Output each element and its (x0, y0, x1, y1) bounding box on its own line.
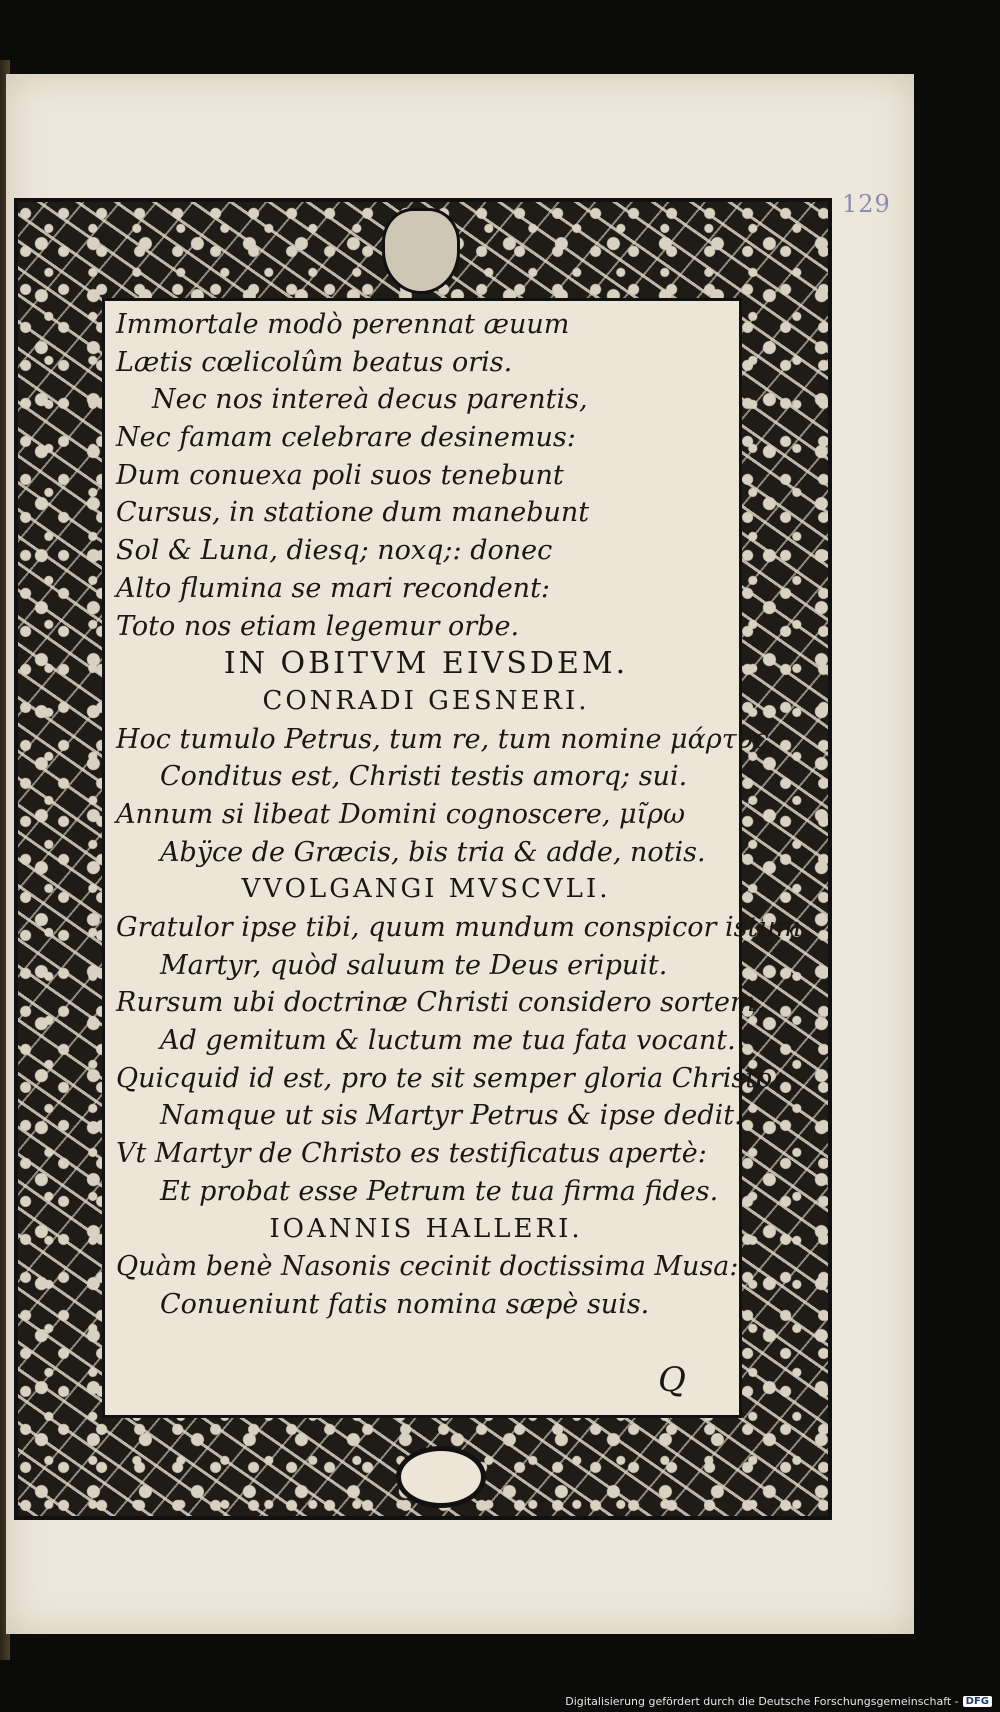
book-page (6, 74, 914, 1634)
verse-line: Conditus est, Christi testis amorq; sui. (160, 761, 688, 793)
oval-medallion-icon (396, 1446, 486, 1508)
verse-line: Gratulor ipse tibi, quum mundum conspicor istum (116, 912, 802, 943)
verse-line: Ad gemitum & luctum me tua fata vocant. (160, 1025, 736, 1057)
verse-line: Hoc tumulo Petrus, tum re, tum nomine μάρτυς, (116, 723, 777, 755)
verse-line: Alto flumina se mari recondent: (116, 572, 551, 604)
verse-line: Nec famam celebrare desinemus: (116, 422, 576, 454)
digitization-footer (565, 1695, 992, 1708)
verse-line: Annum si libeat Domini cognoscere, μῖρω (116, 798, 686, 830)
verse-line: Namque ut sis Martyr Petrus & ipse dedit. (160, 1100, 743, 1132)
verse-line: Rursum ubi doctrinæ Christi considero sortem, (116, 987, 765, 1019)
verse-line: Cursus, in statione dum manebunt (116, 497, 590, 529)
section-heading: CONRADI GESNERI. (262, 685, 590, 716)
verse-line: Immortale modò perennat æuum (116, 309, 570, 340)
verse-line: Nec nos intereà decus parentis, (152, 384, 588, 416)
verse-line: Conueniunt fatis nomina sæpè suis. (160, 1288, 650, 1320)
folio-number: 129 (842, 190, 891, 218)
footer-credit: Digitalisierung gefördert durch die Deutsche Forschungsgemeinschaft - (565, 1695, 959, 1708)
verse-line: Vt Martyr de Christo es testificatus apertè: (116, 1138, 707, 1170)
section-heading: IOANNIS HALLERI. (269, 1213, 583, 1244)
verse-line: Abÿce de Græcis, bis tria & adde, notis. (160, 836, 706, 868)
verse-line: Lætis cœlicolûm beatus oris. (116, 346, 513, 378)
section-heading: IN OBITVM EIVSDEM. (223, 646, 629, 682)
section-heading: VVOLGANGI MVSCVLI. (241, 874, 611, 905)
mask-ornament-icon (382, 208, 460, 294)
verse-line: Toto nos etiam legemur orbe. (116, 610, 520, 642)
catchword: Q (658, 1360, 686, 1400)
verse-line: Quicquid id est, pro te sit semper gloria Christo: (116, 1062, 782, 1094)
verse-line: Sol & Luna, diesq; noxq;: donec (116, 535, 553, 567)
verse-line: Martyr, quòd saluum te Deus eripuit. (160, 949, 668, 981)
verse-line: Quàm benè Nasonis cecinit doctissima Musa: (116, 1251, 739, 1283)
dfg-logo: DFG (963, 1696, 992, 1707)
verse-line: Et probat esse Petrum te tua firma fides. (160, 1175, 719, 1207)
verse-line: Dum conuexa poli suos tenebunt (116, 459, 564, 491)
poem-text-block (116, 306, 802, 1324)
